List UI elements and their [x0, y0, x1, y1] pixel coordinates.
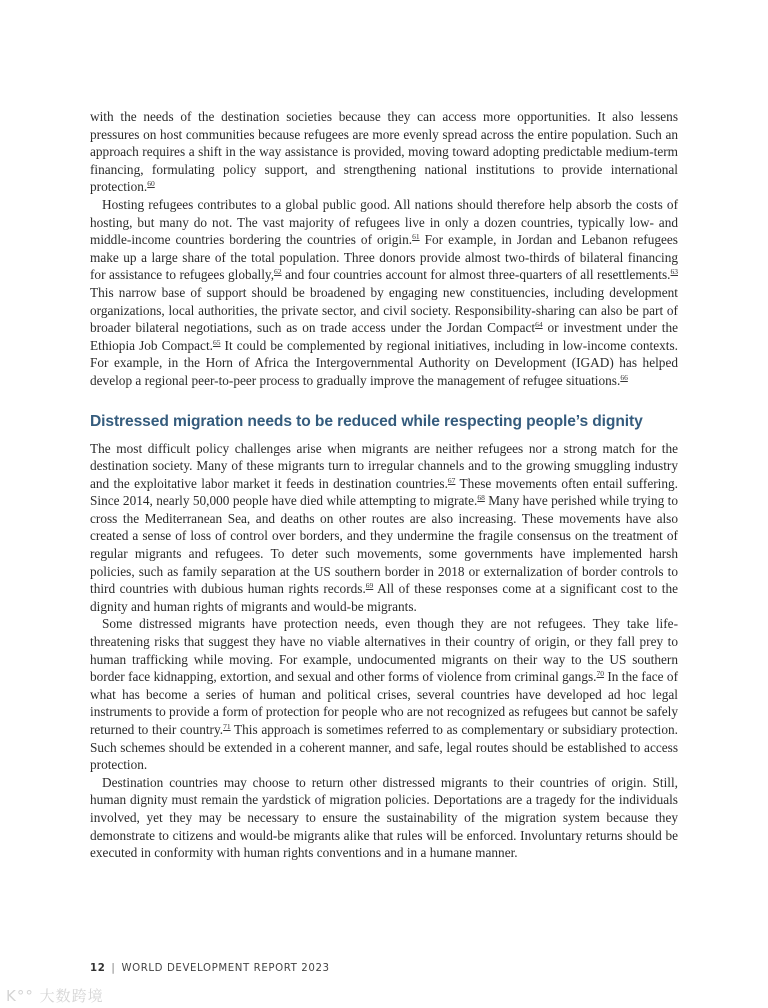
- text-run: It could be complemented by regional initiatives, including in low-income contexts. For example, in the Horn of Africa the Intergovernmental Authority on Development (IGAD) has helped develop a regional peer-to-peer process to gradually improve the management of refugee situations.: [90, 337, 678, 388]
- text-run: All of these responses come at a significant cost to the dignity and human rights of migrants and would-be migrants.: [90, 581, 678, 614]
- text-run: Some distressed migrants have protection needs, even though they are not refugees. They take life-threatening risks that suggest they have no viable alternatives in their country of origin, or they fall prey to human trafficking while moving. For example, undocumented migrants on their way to the US southern border face kidnapping, extortion, and sexual and other forms of violence from criminal gangs.: [90, 616, 678, 685]
- text-run: Many have perished while trying to cross the Mediterranean Sea, and deaths on other routes are also increasing. These movements have also created a sense of loss of control over borders, and they undermine the fragile consensus on the treatment of regular migrants and refugees. To deter such movements, some governments have implemented harsh policies, such as family separation at the US southern border in 2018 or externalization of border controls to third countries with dubious human rights records.: [90, 493, 678, 597]
- paragraph: [90, 440, 678, 616]
- paragraph: [90, 196, 678, 390]
- footnote-reference[interactable]: 65: [212, 337, 221, 347]
- footnote-reference[interactable]: 61: [412, 232, 420, 242]
- paragraphs-after-heading: [90, 440, 678, 862]
- footnote-reference[interactable]: 67: [447, 475, 456, 485]
- page-number: 12: [90, 963, 106, 974]
- main-text: [90, 108, 678, 862]
- report-title: WORLD DEVELOPMENT REPORT 2023: [121, 963, 330, 974]
- page-footer: [90, 963, 330, 974]
- footnote-reference[interactable]: 64: [535, 320, 543, 330]
- footnote-reference[interactable]: 60: [147, 179, 155, 189]
- text-run: These movements often entail suffering. Since 2014, nearly 50,000 people have died while attempting to migrate.: [90, 475, 678, 509]
- footnote-reference[interactable]: 66: [620, 372, 628, 382]
- text-run: with the needs of the destination societies because they can access more opportunities. It also lessens pressures on host communities because refugees are more evenly spread across the entire population. Such an approach requires a shift in the way assistance is provided, moving toward adopting predictable medium-term financing, formulating policy support, and strengthening national institutions to provide international protection.: [90, 109, 678, 195]
- text-run: Hosting refugees contributes to a global public good. All nations should therefore help absorb the costs of hosting, but many do not. The vast majority of refugees live in only a dozen countries, typically low- and middle-income countries bordering the countries of origin.: [90, 196, 678, 248]
- text-run: or investment under the Ethiopia Job Compact.: [90, 320, 678, 353]
- text-run: In the face of what has become a series of human and political crises, several countries have developed ad hoc legal instruments to provide a form of protection for people who are not recognized as refugees but cannot be safely returned to their country.: [90, 669, 679, 737]
- paragraphs-before-heading: [90, 108, 678, 390]
- footnote-reference[interactable]: 69: [365, 581, 374, 591]
- footnote-reference[interactable]: 68: [477, 493, 485, 503]
- text-run: Destination countries may choose to return other distressed migrants to their countries of origin. Still, human dignity must remain the yardstick of migration policies. Deportations are a tragedy for the individuals involved, yet they may be necessary to ensure the sustainability of the migration system because they demonstrate to citizens and would-be migrants alike that rules will be enforced. Involuntary returns should be executed in conformity with human rights conventions and in a humane manner.: [90, 774, 678, 861]
- footnote-reference[interactable]: 71: [223, 722, 231, 731]
- text-run: For example, in Jordan and Lebanon refugees make up a large share of the total population. Three donors provide almost two-thirds of bilateral financing for assistance to refugees globally,: [90, 232, 678, 283]
- paragraph: [90, 774, 678, 862]
- footnote-reference[interactable]: 70: [596, 669, 604, 679]
- text-run: The most difficult policy challenges arise when migrants are neither refugees nor a strong match for the destination society. Many of these migrants turn to irregular channels and to the growing smuggling industry and the exploitative labor market it feeds in destination countries.: [90, 440, 678, 491]
- paragraph: [90, 615, 678, 773]
- footer-separator: |: [111, 963, 116, 974]
- paragraph: [90, 108, 678, 196]
- text-run: This approach is sometimes referred to as complementary or subsidiary protection. Such schemes should be extended in a coherent manner, and safe, legal routes should be established to access protection.: [90, 722, 678, 773]
- text-run: and four countries account for almost three-quarters of all resettlements.: [281, 267, 671, 283]
- footnote-reference[interactable]: 63: [670, 267, 678, 277]
- section-heading: Distressed migration needs to be reduced while respecting people’s dignity: [90, 412, 643, 430]
- watermark-logo: K°° 大数跨境: [6, 987, 104, 1005]
- footnote-reference[interactable]: 62: [274, 267, 282, 277]
- text-run: This narrow base of support should be broadened by engaging new constituencies, including development organizations, local authorities, the private sector, and civil society. Responsibility-sharing can also be part of broader bilateral negotiations, such as on trade access under the Jordan Compact: [90, 284, 678, 336]
